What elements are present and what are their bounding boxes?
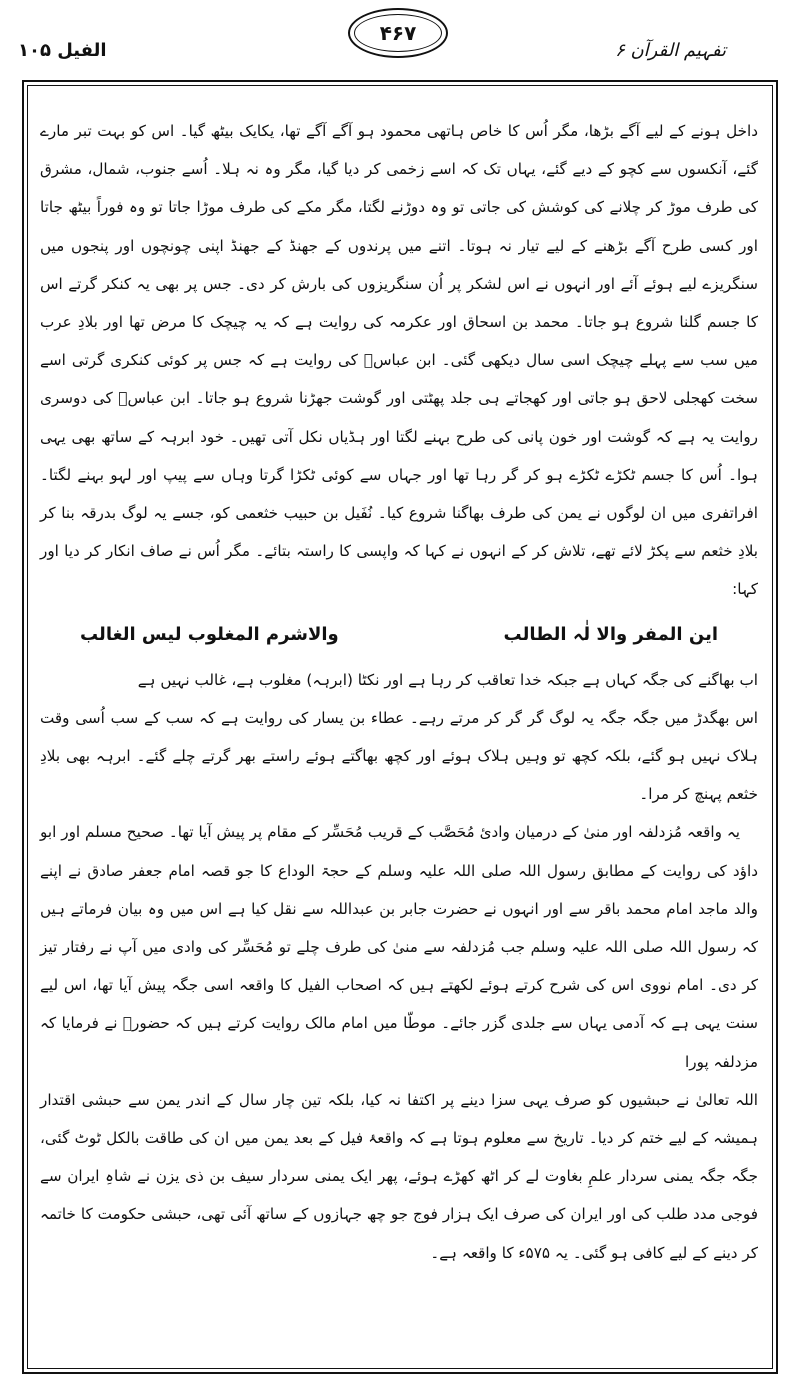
book-title: تفہیم القرآن ۶ bbox=[615, 40, 726, 61]
verse-right: این المفر والا لٰہ الطالب bbox=[503, 623, 718, 645]
page-number: ۴۶۷ bbox=[348, 8, 448, 58]
paragraph: اب بھاگنے کی جگہ کہاں ہے جبکہ خدا تعاقب کر رہا ہے اور نکٹا (ابرہہ) مغلوب ہے، غالب نہیں ہے bbox=[137, 670, 758, 689]
paragraph: یہ واقعہ مُزدلفہ اور منیٰ کے درمیان وادیٔ مُحَصَّب کے قریب مُحَسِّر کے مقام پر پیش آیا تھا۔ صحیح مسلم اور ابو داؤد کی روایت کے مطابق رسول اللہ صلی اللہ علیہ وسلم کے حجۃ الوداع کا جو قصہ امام جعفر صادق نے اپنے والد ماجد امام محمد باقر سے اور انہوں نے حضرت جابر بن عبداللہ سے نقل کیا ہے اس میں وہ بیان فرماتے ہیں کہ رسول اللہ صلی اللہ علیہ وسلم جب مُزدلفہ سے منیٰ کی طرف چلے تو مُحَسِّر کی وادی میں آپ نے رفتار تیز کر دی۔ امام نووی اس کی شرح کرتے ہوئے لکھتے ہیں کہ اصحاب الفیل کا واقعہ اسی جگہ پیش آیا تھا، اس لیے سنت یہی ہے کہ آدمی یہاں سے جلدی گزر جائے۔ موطّا میں امام مالک روایت کرتے ہیں کہ حضورؐ نے فرمایا کہ مزدلفہ پورا bbox=[40, 823, 758, 1071]
surah-header: الفیل ۱۰۵ bbox=[18, 40, 107, 61]
arabic-verse bbox=[40, 609, 758, 661]
page-header bbox=[0, 0, 796, 78]
verse-left: والاشرم المغلوب لیس الغالب bbox=[80, 623, 339, 645]
paragraph: اللہ تعالیٰ نے حبشیوں کو صرف یہی سزا دینے پر اکتفا نہ کیا، بلکہ تین چار سال کے اندر یمن سے حبشی اقتدار ہمیشہ کے لیے ختم کر دیا۔ تاریخ سے معلوم ہوتا ہے کہ واقعۂ فیل کے بعد یمن میں ان کی طاقت بالکل ٹوٹ گئی، جگہ جگہ یمنی سردار علمِ بغاوت لے کر اٹھ کھڑے ہوئے، پھر ایک یمنی سردار سیف بن ذی یزن نے شاہِ ایران سے فوجی مدد طلب کی اور ایران کی صرف ایک ہزار فوج جو چھ جہازوں کے ساتھ آئی تھی، حبشی حکومت کا خاتمہ کر دینے کے لیے کافی ہو گئی۔ یہ ۵۷۵ء کا واقعہ ہے۔ bbox=[40, 1090, 758, 1262]
paragraph: داخل ہونے کے لیے آگے بڑھا، مگر اُس کا خاص ہاتھی محمود ہو آگے آگے تھا، یکایک بیٹھ گیا۔ اس کو بہت تبر مارے گئے، آنکسوں سے کچو کے دیے گئے، یہاں تک کہ اسے زخمی کر دیا گیا، مگر وہ نہ ہلا۔ اُسے جنوب، شمال، مشرق کی طرف موڑ کر چلانے کی کوشش کی جاتی تو وہ دوڑنے لگتا، مگر مکے کی طرف موڑا جاتا تو وہ فوراً بیٹھ جاتا اور کسی طرح آگے بڑھنے کے لیے تیار نہ ہوتا۔ اتنے میں پرندوں کے جھنڈ کے جھنڈ اپنی چونچوں اور پنجوں میں سنگریزے لیے ہوئے آئے اور انہوں نے اس لشکر پر اُن سنگریزوں کی بارش کر دی۔ جس پر بھی یہ کنکر گرتے اس کا جسم گلنا شروع ہو جاتا۔ محمد بن اسحاق اور عکرمہ کی روایت ہے کہ یہ چیچک کا مرض تھا اور بلادِ عرب میں سب سے پہلے چیچک اسی سال دیکھی گئی۔ ابن عباسؓ کی روایت ہے کہ جس پر کوئی کنکری گرتی اسے سخت کھجلی لاحق ہو جاتی اور کھجاتے ہی جلد پھٹتی اور گوشت جھڑنا شروع ہو جاتا۔ ابن عباسؓ کی دوسری روایت یہ ہے کہ گوشت اور خون پانی کی طرح بہنے لگتا اور ہڈیاں نکل آتی تھیں۔ خود ابرہہ کے ساتھ بھی یہی ہوا۔ اُس کا جسم ٹکڑے ٹکڑے ہو کر گر رہا تھا اور جہاں سے کوئی ٹکڑا گرتا وہاں سے پیپ اور لہو بہنے لگتا۔ افراتفری میں ان لوگوں نے یمن کی طرف بھاگنا شروع کیا۔ نُفَیل بن حبیب خثعمی کو، جسے یہ لوگ بدرقہ بنا کر بلادِ خثعم سے پکڑ لائے تھے، تلاش کر کے انہوں نے کہا کہ واپسی کا راستہ بتائے۔ مگر اُس نے صاف انکار کر دیا اور کہا: bbox=[40, 122, 758, 599]
paragraph: اس بھگدڑ میں جگہ جگہ یہ لوگ گر گر کر مرتے رہے۔ عطاء بن یسار کی روایت ہے کہ سب کے سب اُسی وقت ہلاک نہیں ہو گئے، بلکہ کچھ تو وہیں ہلاک ہوئے اور کچھ بھاگتے ہوئے راستے بھر گرتے چلے گئے۔ ابرہہ بھی بلادِ خثعم پہنچ کر مرا۔ bbox=[40, 708, 758, 804]
page-body bbox=[40, 112, 758, 1362]
